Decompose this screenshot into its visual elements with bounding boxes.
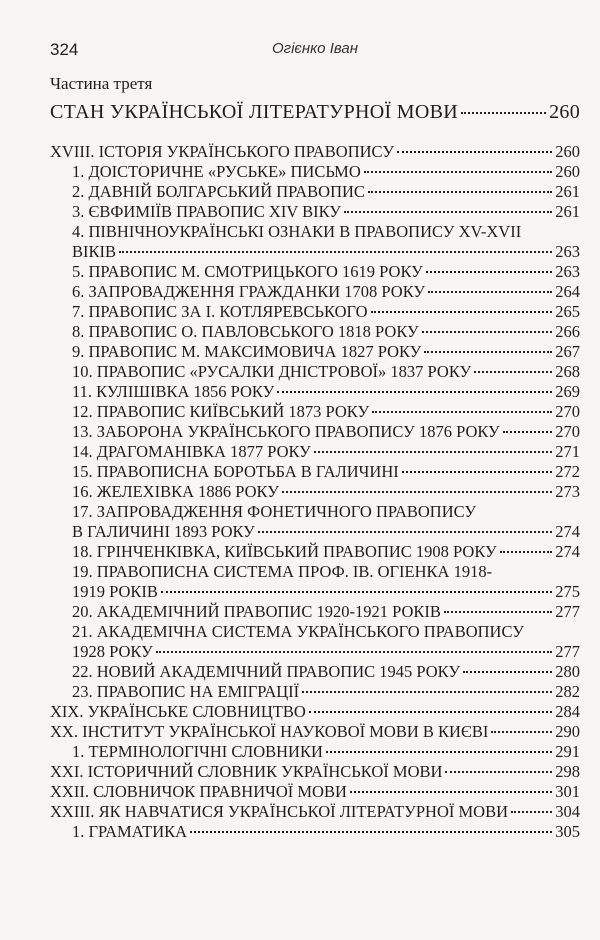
toc-entry-title: 10. ПРАВОПИС «РУСАЛКИ ДНІСТРОВОЇ» 1837 РОКУ (72, 362, 472, 381)
part-title: СТАН УКРАЇНСЬКОЇ ЛІТЕРАТУРНОЇ МОВИ (50, 101, 458, 123)
toc-entry (50, 322, 580, 342)
toc-entry-page: 270 (555, 422, 580, 441)
toc-entry-title: 6. ЗАПРОВАДЖЕННЯ ГРАЖДАНКИ 1708 РОКУ (72, 282, 426, 301)
toc-entry (50, 402, 580, 422)
toc-entry (50, 742, 580, 762)
toc-entry-page: 301 (555, 782, 580, 801)
toc-entry-title: 9. ПРАВОПИС М. МАКСИМОВИЧА 1827 РОКУ (72, 342, 422, 361)
toc-entry (50, 502, 580, 522)
toc-entry-page: 267 (555, 342, 580, 361)
toc-entry-title: 22. НОВИЙ АКАДЕМІЧНИЙ ПРАВОПИС 1945 РОКУ (72, 662, 461, 681)
table-of-contents (50, 99, 580, 842)
toc-entry-page: 305 (555, 822, 580, 841)
toc-entry-title: 23. ПРАВОПИС НА ЕМІГРАЦІЇ (72, 682, 300, 701)
dot-leader (368, 191, 552, 193)
toc-entry (50, 382, 580, 402)
toc-entry-title: XXI. ІСТОРИЧНИЙ СЛОВНИК УКРАЇНСЬКОЇ МОВИ (50, 762, 443, 781)
toc-entry-title: 7. ПРАВОПИС ЗА І. КОТЛЯРЕВСЬКОГО (72, 302, 368, 321)
toc-entry-title: 18. ГРІНЧЕНКІВКА, КИЇВСЬКИЙ ПРАВОПИС 1908 РОКУ (72, 542, 497, 561)
toc-entry-title: В ГАЛИЧИНІ 1893 РОКУ (72, 522, 255, 541)
toc-entry-page: 274 (555, 542, 580, 561)
toc-entry (50, 282, 580, 302)
toc-entry-page: 263 (555, 262, 580, 281)
toc-entry-title: XXII. СЛОВНИЧОК ПРАВНИЧОЇ МОВИ (50, 782, 347, 801)
toc-entry-title: 3. ЄВФИМІЇВ ПРАВОПИС XIV ВІКУ (72, 202, 341, 221)
toc-entry-title: 14. ДРАГОМАНІВКА 1877 РОКУ (72, 442, 311, 461)
toc-entry-title: 15. ПРАВОПИСНА БОРОТЬБА В ГАЛИЧИНІ (72, 462, 399, 481)
dot-leader (503, 431, 553, 433)
dot-leader (461, 112, 546, 114)
dot-leader (344, 211, 552, 213)
toc-entry (50, 142, 580, 162)
dot-leader (190, 831, 552, 833)
page-ref: 260 (549, 101, 580, 123)
toc-entry (50, 222, 580, 242)
toc-entry (50, 362, 580, 382)
toc-entry-page: 261 (555, 182, 580, 201)
toc-entry-page: 260 (555, 142, 580, 161)
dot-leader (350, 791, 552, 793)
dot-leader (371, 311, 553, 313)
toc-entry-title: 13. ЗАБОРОНА УКРАЇНСЬКОГО ПРАВОПИСУ 1876 РОКУ (72, 422, 500, 441)
dot-leader (258, 531, 552, 533)
dot-leader (397, 151, 552, 153)
toc-entry (50, 422, 580, 442)
dot-leader (282, 491, 552, 493)
toc-entry-page: 273 (555, 482, 580, 501)
dot-leader (445, 771, 552, 773)
running-head: Огієнко Іван (272, 40, 358, 57)
toc-entry-page: 277 (555, 602, 580, 621)
toc-entry (50, 242, 580, 262)
dot-leader (314, 451, 552, 453)
dot-leader (364, 171, 552, 173)
toc-entry-page: 261 (555, 202, 580, 221)
dot-leader (326, 751, 552, 753)
dot-leader (309, 711, 552, 713)
toc-entry-page: 271 (555, 442, 580, 461)
toc-entry-title: 12. ПРАВОПИС КИЇВСЬКИЙ 1873 РОКУ (72, 402, 370, 421)
toc-entry-title: 2. ДАВНІЙ БОЛГАРСЬКИЙ ПРАВОПИС (72, 182, 365, 201)
dot-leader (156, 651, 552, 653)
toc-entry-page: 264 (555, 282, 580, 301)
toc-entry (50, 662, 580, 682)
toc-entry-page: 269 (555, 382, 580, 401)
dot-leader (302, 691, 552, 693)
toc-entry (50, 682, 580, 702)
toc-entry-page: 298 (555, 762, 580, 781)
toc-entry (50, 302, 580, 322)
toc-entry-title: 5. ПРАВОПИС М. СМОТРИЦЬКОГО 1619 РОКУ (72, 262, 423, 281)
toc-entry-title: 1919 РОКІВ (72, 582, 158, 601)
toc-entry-title: 17. ЗАПРОВАДЖЕННЯ ФОНЕТИЧНОГО ПРАВОПИСУ (72, 502, 477, 521)
toc-entry-title: 1. ТЕРМІНОЛОГІЧНІ СЛОВНИКИ (72, 742, 323, 761)
toc-entry (50, 162, 580, 182)
dot-leader (491, 731, 552, 733)
part-label: Частина третя (50, 74, 153, 93)
dot-leader (402, 471, 553, 473)
toc-entry (50, 822, 580, 842)
part-title-row (50, 99, 580, 125)
toc-entry-page: 265 (555, 302, 580, 321)
toc-entry-page: 266 (555, 322, 580, 341)
toc-entry (50, 722, 580, 742)
toc-entry-title: XX. ІНСТИТУТ УКРАЇНСЬКОЇ НАУКОВОЇ МОВИ В КИЄВІ (50, 722, 489, 741)
toc-entry-page: 304 (555, 802, 580, 821)
toc-entry-page: 263 (555, 242, 580, 261)
toc-entry (50, 262, 580, 282)
toc-entry-title: 21. АКАДЕМІЧНА СИСТЕМА УКРАЇНСЬКОГО ПРАВОПИСУ (72, 622, 524, 641)
toc-entry-page: 275 (555, 582, 580, 601)
toc-entry-title: XVIII. ІСТОРІЯ УКРАЇНСЬКОГО ПРАВОПИСУ (50, 142, 395, 161)
toc-entry-page: 272 (555, 462, 580, 481)
toc-entry (50, 442, 580, 462)
toc-entry-title: XIX. УКРАЇНСЬКЕ СЛОВНИЦТВО (50, 702, 306, 721)
dot-leader (444, 611, 552, 613)
toc-entry-page: 291 (555, 742, 580, 761)
toc-entry-title: XXIII. ЯК НАВЧАТИСЯ УКРАЇНСЬКОЇ ЛІТЕРАТУРНОЇ МОВИ (50, 802, 508, 821)
page-number: 324 (50, 40, 79, 59)
toc-entry-title: 19. ПРАВОПИСНА СИСТЕМА ПРОФ. ІВ. ОГІЕНКА 1918- (72, 562, 493, 581)
toc-entry-page: 260 (555, 162, 580, 181)
toc-entry-page: 268 (555, 362, 580, 381)
dot-leader (426, 271, 552, 273)
toc-entry-page: 270 (555, 402, 580, 421)
toc-entry-title: 8. ПРАВОПИС О. ПАВЛОВСЬКОГО 1818 РОКУ (72, 322, 419, 341)
dot-leader (277, 391, 552, 393)
dot-leader (500, 551, 553, 553)
toc-entry (50, 522, 580, 542)
toc-entry (50, 482, 580, 502)
dot-leader (422, 331, 553, 333)
toc-entry-title: 1. ГРАМАТИКА (72, 822, 188, 841)
toc-entry-title: 11. КУЛІШІВКА 1856 РОКУ (72, 382, 275, 401)
toc-entry (50, 622, 580, 642)
dot-leader (428, 291, 552, 293)
toc-entry (50, 802, 580, 822)
toc-entry-page: 284 (555, 702, 580, 721)
toc-entry (50, 542, 580, 562)
toc-entry-title: 4. ПІВНІЧНОУКРАЇНСЬКІ ОЗНАКИ В ПРАВОПИСУ XV-XVII (72, 222, 522, 241)
dot-leader (511, 811, 552, 813)
toc-entry-page: 274 (555, 522, 580, 541)
toc-entry (50, 182, 580, 202)
toc-entry-title: 1928 РОКУ (72, 642, 153, 661)
dot-leader (463, 671, 552, 673)
toc-entry (50, 202, 580, 222)
toc-entry-page: 277 (555, 642, 580, 661)
toc-entry (50, 702, 580, 722)
toc-entry (50, 762, 580, 782)
toc-entry-title: 16. ЖЕЛЕХІВКА 1886 РОКУ (72, 482, 279, 501)
toc-entry-page: 280 (555, 662, 580, 681)
toc-entry (50, 582, 580, 602)
toc-entry-title: 1. ДОІСТОРИЧНЕ «РУСЬКЕ» ПИСЬМО (72, 162, 361, 181)
dot-leader (372, 411, 552, 413)
dot-leader (424, 351, 552, 353)
toc-entry (50, 782, 580, 802)
toc-entry (50, 642, 580, 662)
toc-entry (50, 342, 580, 362)
spacer (50, 125, 580, 142)
page-header (50, 40, 580, 62)
dot-leader (161, 591, 552, 593)
toc-entry-title: 20. АКАДЕМІЧНИЙ ПРАВОПИС 1920-1921 РОКІВ (72, 602, 441, 621)
toc-entry-page: 290 (555, 722, 580, 741)
dot-leader (119, 251, 552, 253)
dot-leader (474, 371, 552, 373)
toc-entry-title: ВІКІВ (72, 242, 117, 261)
toc-entry-page: 282 (555, 682, 580, 701)
toc-entry (50, 462, 580, 482)
toc-entry (50, 562, 580, 582)
toc-entry (50, 602, 580, 622)
